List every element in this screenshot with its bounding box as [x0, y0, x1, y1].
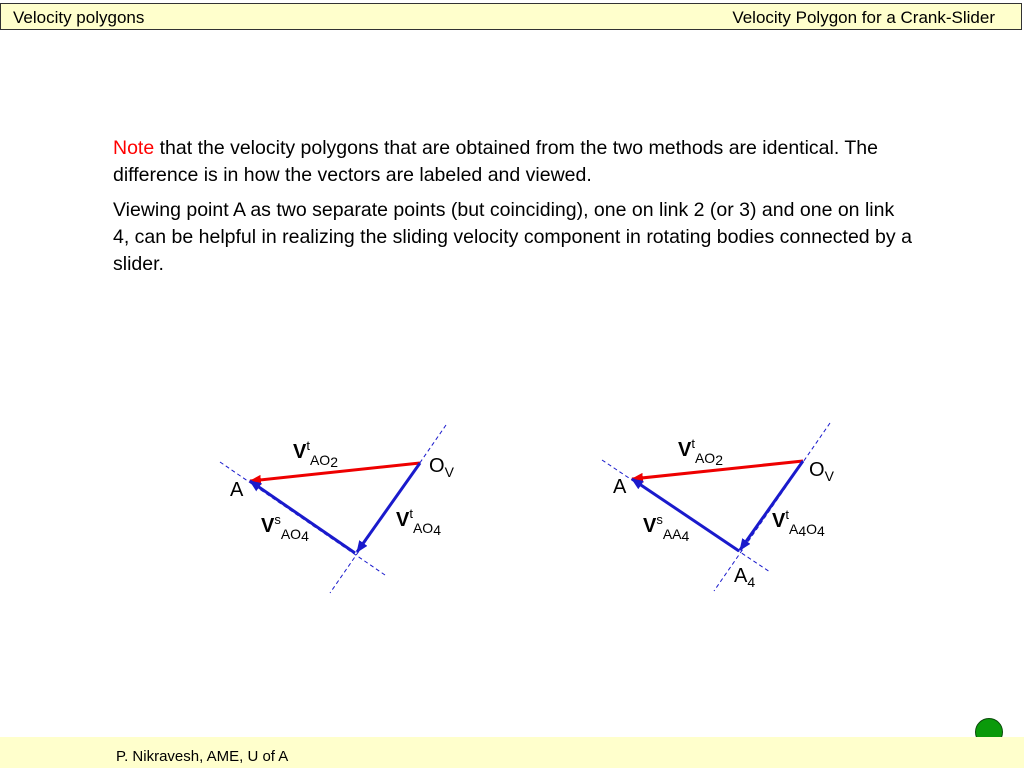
- left-vs-ao4-subsub: 4: [301, 528, 309, 544]
- left-polygon: [220, 425, 455, 593]
- right-vt-ao2-subsub: 2: [715, 452, 723, 468]
- right-label-a4-sub: 4: [747, 574, 756, 590]
- left-vt-ao4-subsub: 4: [433, 522, 441, 538]
- left-vt-ao4-sup: t: [409, 506, 413, 521]
- left-vt-ao4-main: V: [396, 509, 410, 531]
- right-vt-a4o4-main: V: [772, 510, 786, 532]
- right-vs-aa4-sub: AA: [662, 526, 682, 542]
- right-vs-aa4-sup: s: [656, 512, 663, 527]
- paragraph-note-rest: that the velocity polygons that are obtained from the two methods are identical. The difference is in how the vectors are labeled and viewed.: [113, 137, 878, 186]
- left-vt-ao4-sub: AO: [412, 520, 434, 536]
- right-label-a4: [734, 565, 755, 590]
- paragraph-viewing: Viewing point A as two separate points (but coinciding), one on link 2 (or 3) and one on link 4, can be helpful in realizing the sliding velocity component in rotating bodies connected by a slider.: [113, 199, 912, 275]
- note-word: Note: [113, 137, 155, 159]
- right-vt-ao2-sub: AO: [694, 450, 716, 466]
- left-vt-ao2-subsub: 2: [330, 454, 338, 470]
- footer-credit: P. Nikravesh, AME, U of A: [116, 748, 289, 765]
- right-vt-a4o4-subsub: 4: [798, 523, 807, 539]
- right-vt-ao2-sup: t: [691, 436, 695, 451]
- left-vt-ao2-sub: AO: [309, 452, 331, 468]
- left-vt-ao2-sup: t: [306, 438, 310, 453]
- right-label-ov-sub: V: [824, 468, 834, 484]
- right-label-vt-ao2: [678, 436, 723, 468]
- left-vs-ao4-sup: s: [274, 512, 281, 527]
- right-label-vs-aa4: [643, 512, 690, 544]
- footer-bar: [0, 737, 1024, 768]
- left-label-vt-ao2: [293, 438, 338, 470]
- left-label-ov-sub: V: [444, 464, 454, 480]
- left-vt-ao2-main: V: [293, 441, 307, 463]
- header-right-title: Velocity Polygon for a Crank-Slider: [732, 8, 995, 27]
- right-polygon: [602, 423, 835, 591]
- right-label-a: A: [613, 476, 627, 498]
- right-vt-a4o4-subsub2: 4: [817, 523, 825, 539]
- right-vs-aa4-subsub: 4: [681, 528, 690, 544]
- left-vs-ao4-main: V: [261, 515, 275, 537]
- left-vs-ao4-sub: AO: [280, 526, 302, 542]
- left-label-ov-main: O: [429, 455, 445, 477]
- right-label-ov-main: O: [809, 459, 825, 481]
- right-vt-ao2-main: V: [678, 439, 692, 461]
- left-label-vt-ao4: [396, 506, 441, 538]
- right-label-a4-main: A: [734, 565, 748, 587]
- left-label-a: A: [230, 479, 244, 501]
- right-vt-a4o4-sup: t: [785, 507, 789, 522]
- right-vt-a4o4-sub2: O: [806, 521, 817, 537]
- right-vt-a4o4-sub: A: [788, 521, 799, 537]
- right-vs-aa4-main: V: [643, 515, 657, 537]
- right-label-vt-a4o4: [772, 507, 825, 539]
- left-label-ov: [429, 455, 455, 480]
- right-label-ov: [809, 459, 835, 484]
- header-left-title: Velocity polygons: [13, 8, 145, 27]
